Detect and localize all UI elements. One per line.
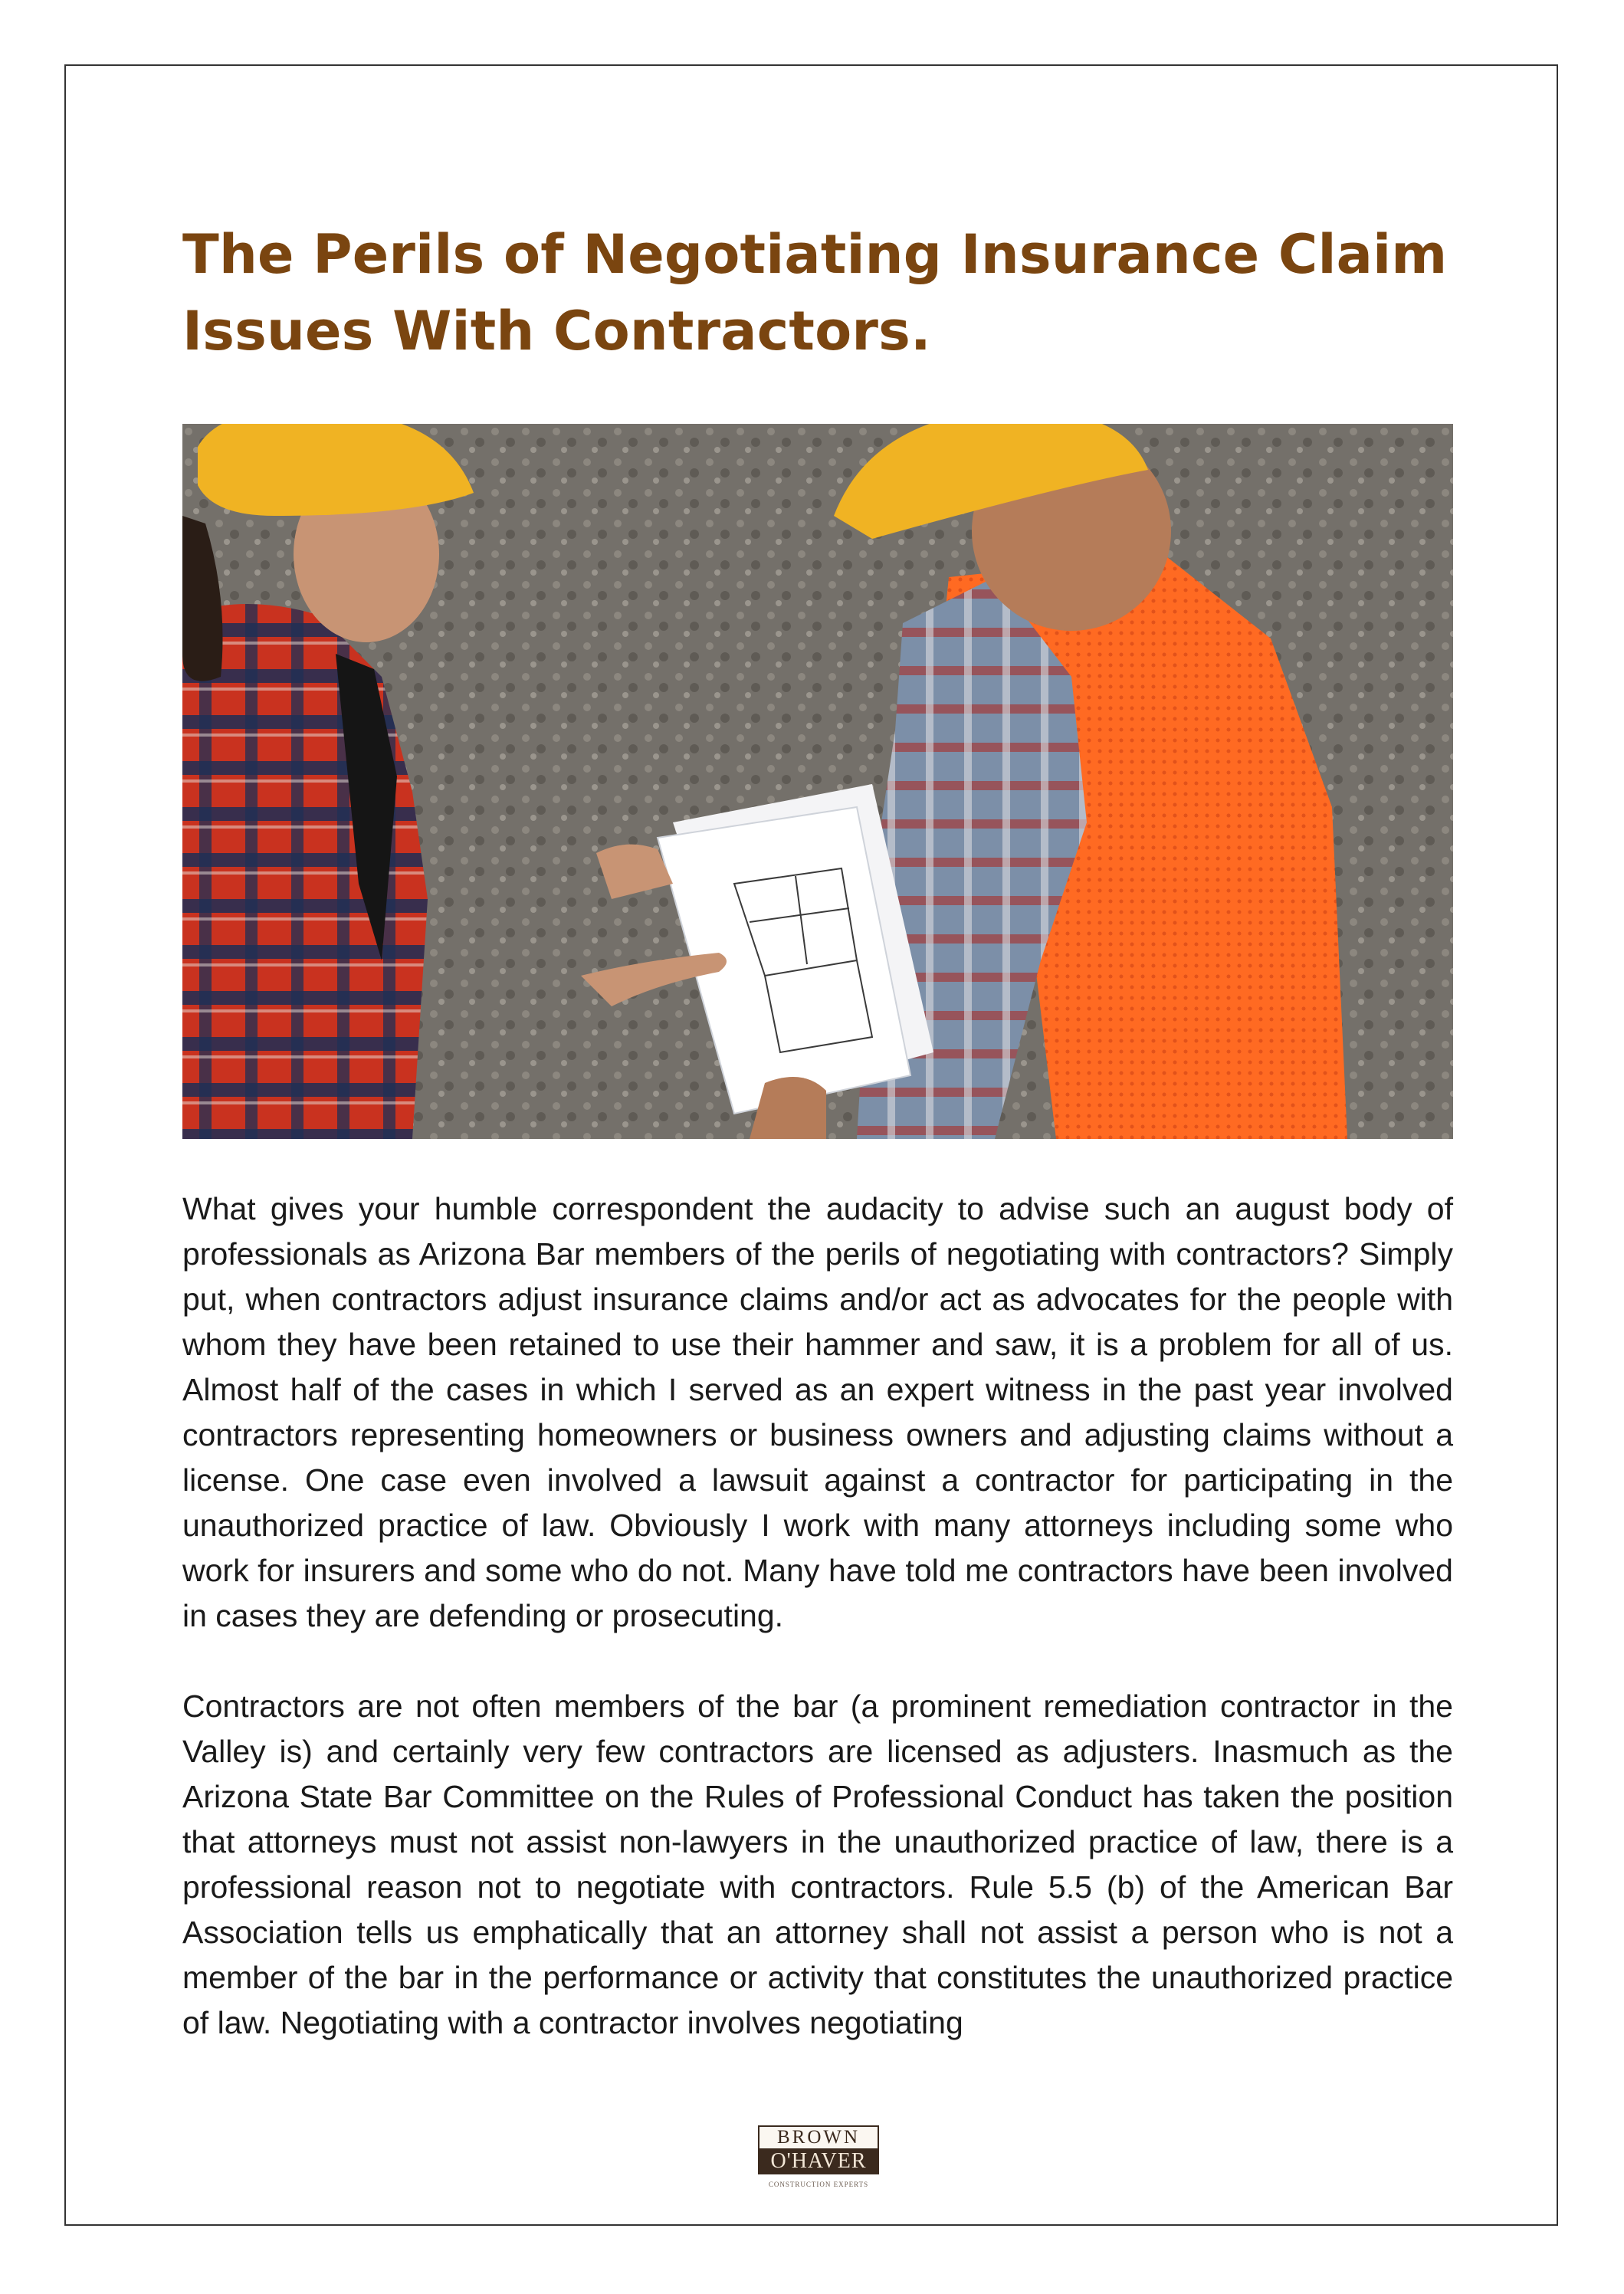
paragraph-2: Contractors are not often members of the bar (a prominent remediation contractor in the Valley is) and certainly very few contractors are licensed as adjusters. Inasmuch as the Arizona State Bar Committee on the Rules of Professional Conduct has taken the position that attorneys must not assist non-lawyers in the unauthorized practice of law, there is a professional reason not to negotiate with contractors. Rule 5.5 (b) of the American Bar Association tells us emphatically that an attorney shall not assist a person who is not a member of the bar in the performance or activity that constitutes the unauthorized practice of law. Negotiating with a contractor involves negotiating xyxy=(182,1689,1453,2040)
logo-line-2: O'HAVER xyxy=(758,2148,879,2174)
logo-tagline: CONSTRUCTION EXPERTS xyxy=(768,2181,869,2188)
hero-illustration xyxy=(182,424,1453,1139)
article-title-line-2: Issues With Contractors. xyxy=(182,300,931,363)
article-title xyxy=(182,216,1485,369)
article-title-line-1: The Perils of Negotiating Insurance Claim xyxy=(182,223,1448,286)
hero-image xyxy=(182,424,1453,1139)
brown-ohaver-logo xyxy=(758,2125,879,2193)
paragraph-1: What gives your humble correspondent the audacity to advise such an august body of professionals as Arizona Bar members of the perils of negotiating with contractors? Simply put, when contractors adjust insurance claims and/or act as advocates for the people with whom they have been retained to use their hammer and saw, it is a problem for all of us. Almost half of the cases in which I served as an expert witness in the past year involved contractors representing homeowners or business owners and adjusting claims without a license. One case even involved a lawsuit against a contractor for participating in the unauthorized practice of law. Obviously I work with many attorneys including some who work for insurers and some who do not. Many have told me contractors have been involved in cases they are defending or prosecuting. xyxy=(182,1191,1453,1633)
logo-line-1: BROWN xyxy=(758,2125,879,2148)
article-body xyxy=(182,1186,1453,2091)
